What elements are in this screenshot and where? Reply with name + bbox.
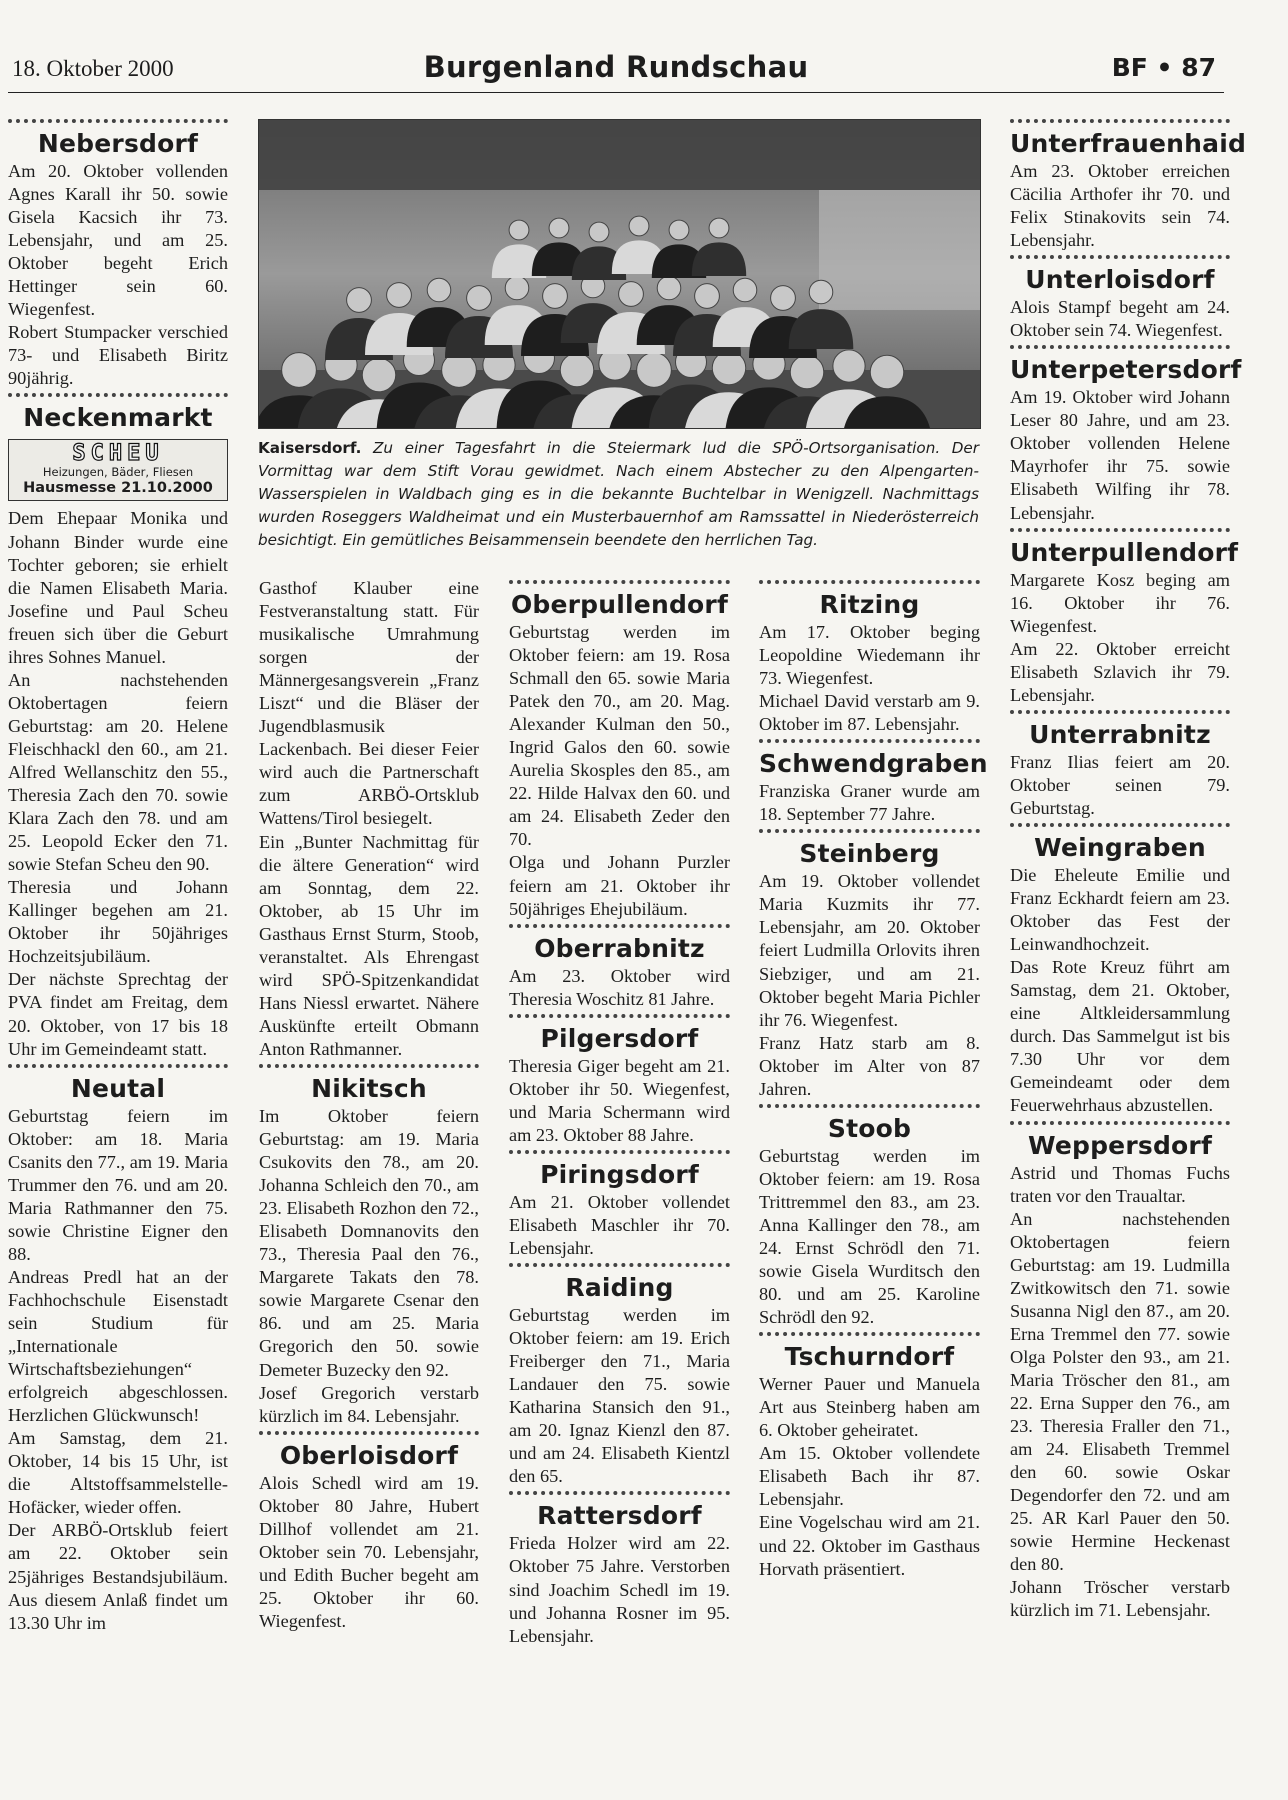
paragraph: Am 17. Oktober beging Leopoldine Wiedemann ihr 73. Wiegenfest.	[759, 622, 980, 689]
section-unterloisdorf	[1010, 255, 1230, 342]
dotted-divider	[1010, 823, 1230, 827]
section-heading: Nebersdorf	[37, 129, 199, 158]
paragraph: Alois Schedl wird am 19. Oktober 80 Jahre, Hubert Dillhof vollendet am 21. Oktober sein 70. Lebensjahr, und Edith Bucher begeht am 25. Oktober ihr 60. Wiegenfest.	[259, 1472, 479, 1631]
paragraph: Frieda Holzer wird am 22. Oktober 75 Jahre. Verstorben sind Joachim Schedl im 19. und Johanna Rosner im 95. Lebensjahr.	[509, 1533, 730, 1646]
person-head	[809, 280, 833, 304]
person-head	[467, 286, 492, 311]
section-heading: Steinberg	[799, 839, 940, 869]
section-nebersdorf	[8, 119, 228, 390]
section-heading: Ritzing	[819, 590, 920, 619]
section-heading: Raiding	[565, 1273, 674, 1303]
paragraph: Geburtstag werden im Oktober feiern: am 19. Rosa Trittremmel den 83., am 23. Anna Kallinger den 78., am 24. Ernst Schrödl den 71. sowie Gisela Wurditsch den 80. und am 25. Karoline Schrödl den 92.	[759, 1145, 980, 1328]
dotted-divider	[1010, 345, 1230, 349]
group-photo	[258, 119, 981, 429]
dotted-divider	[759, 580, 980, 584]
group-photo-image	[259, 120, 980, 428]
person-head	[833, 350, 865, 382]
paragraph: Am 19. Oktober vollendet Maria Kuzmits ihr 77. Lebensjahr, am 20. Oktober feiert Ludmilla Orlovits ihren Siebziger, und am 21. Oktober begeht Maria Pichler ihr 76. Wiegenfest.	[759, 871, 980, 1030]
paragraph: Johann Tröscher verstarb kürzlich im 71. Lebensjahr.	[1010, 1577, 1230, 1621]
masthead	[8, 44, 1224, 93]
paragraph: Am 21. Oktober vollendet Elisabeth Maschler ihr 70. Lebensjahr.	[509, 1191, 730, 1258]
section-heading: Schwendgraben	[759, 749, 988, 779]
paragraph: Franz Hatz starb am 8. Oktober im Alter von 87 Jahren.	[759, 1032, 980, 1099]
paragraph: Am 15. Oktober vollendete Elisabeth Bach ihr 87. Lebensjahr.	[759, 1443, 980, 1510]
section-oberrabnitz	[509, 924, 730, 1011]
paragraph: Andreas Predl hat an der Fachhochschule Eisenstadt sein Studium für „Internationale Wirtschaftsbeziehungen“ erfolgreich abgeschlossen. Herzlichen Glückwunsch!	[8, 1266, 228, 1426]
paragraph: Robert Stumpacker verschied 73- und Elisabeth Biritz 90jährig.	[8, 322, 228, 389]
paragraph: Am 22. Oktober erreicht Elisabeth Szlavich ihr 79. Lebensjahr.	[1010, 638, 1230, 705]
paragraph: Die Eheleute Emilie und Franz Eckhardt feiern am 23. Oktober das Fest der Leinwandhochzeit.	[1010, 864, 1230, 955]
paragraph: Josef Gregorich verstarb kürzlich im 84. Lebensjahr.	[259, 1382, 479, 1426]
dotted-divider	[509, 924, 730, 928]
person-head	[347, 288, 372, 313]
section-pilgersdorf	[509, 1014, 730, 1147]
person-head	[712, 351, 745, 384]
section-tschurndorf	[759, 1332, 980, 1580]
paragraph: Am Samstag, dem 21. Oktober, 14 bis 15 Uhr, ist die Altstoffsammelstelle-Hofäcker, wieder offen.	[8, 1428, 228, 1518]
section-heading: Weppersdorf	[1027, 1130, 1213, 1160]
ad-subline: Heizungen, Bäder, Fliesen	[42, 465, 194, 480]
person-head	[387, 283, 412, 308]
section-heading: Oberrabnitz	[534, 933, 705, 963]
paragraph: Theresia Giger begeht am 21. Oktober ihr 50. Wiegenfest, und Maria Schermann wird am 23. Oktober 88 Jahre.	[509, 1055, 730, 1145]
dotted-divider	[759, 1332, 980, 1336]
person-head	[560, 353, 593, 386]
dotted-divider	[259, 1431, 479, 1435]
paragraph: Ein „Bunter Nachmittag für die ältere Generation“ wird am Sonntag, dem 22. Oktober, ab 15 Uhr im Gasthaus Ernst Sturm, Stoob, veranstaltet. Als Ehrengast wird SPÖ-Spitzenkandidat Hans Niessl erwartet. Nähere Auskünfte erteilt Obmann Anton Rathmanner.	[259, 831, 479, 1059]
section-heading: Unterfrauenhaid	[1010, 129, 1247, 158]
paragraph: Gasthof Klauber eine Festveranstaltung statt. Für musikalische Umrahmung sorgen der Männergesangsverein „Franz Liszt“ und die Bläser der Jugendblasmusik Lackenbach. Bei dieser Feier wird auch die Partnerschaft zum ARBÖ-Ortsklub Wattens/Tirol besiegelt.	[259, 578, 479, 829]
section-heading: Unterrabnitz	[1029, 719, 1211, 749]
person-head	[709, 218, 729, 238]
paragraph: Werner Pauer und Manuela Art aus Steinberg haben am 6. Oktober geheiratet.	[759, 1374, 980, 1441]
paragraph: Der ARBÖ-Ortsklub feiert am 22. Oktober sein 25jähriges Bestandsjubiläum. Aus diesem Anlaß findet um 13.30 Uhr im	[8, 1520, 228, 1633]
section-rattersdorf	[509, 1491, 730, 1647]
column-4	[759, 577, 988, 1581]
paragraph: An nachstehenden Oktobertagen feiern Geburtstag: am 19. Ludmilla Zwitkowitsch den 71. sowie Susanna Nigl den 87., am 20. Erna Tremmel den 77. sowie Olga Polster den 93., am 21. Maria Tröscher den 81., am 22. Erna Supper den 76., am 23. Theresia Fraller den 71., am 24. Elisabeth Tremmel den 60. sowie Oskar Degendorfer den 72. und am 25. AR Karl Pauer den 50. sowie Hermine Heckenast den 80.	[1010, 1208, 1230, 1575]
paragraph: Dem Ehepaar Monika und Johann Binder wurde eine Tochter geboren; sie erhielt die Namen Elisabeth Maria. Josefine und Paul Scheu freuen sich über die Geburt ihres Sohnes Manuel.	[8, 508, 228, 667]
paragraph: Franziska Graner wurde am 18. September 77 Jahre.	[759, 781, 980, 825]
section-heading: Tschurndorf	[784, 1342, 955, 1372]
person-head	[771, 286, 796, 311]
section-ritzing	[759, 580, 980, 736]
person-head	[657, 276, 681, 300]
person-head	[543, 284, 568, 309]
person-head	[549, 218, 569, 238]
paragraph: Franz Ilias feiert am 20. Oktober seinen 79. Geburtstag.	[1010, 751, 1230, 818]
person-head	[790, 355, 823, 388]
paragraph: Geburtstag feiern im Oktober: am 18. Maria Csanits den 77., am 19. Maria Trummer den 76. und am 20. Maria Rathmanner den 75. sowie Christine Eigner den 88.	[8, 1105, 228, 1264]
section-weppersdorf	[1010, 1121, 1230, 1623]
section-neckenmarkt	[8, 393, 228, 1060]
advertisement-scheu	[8, 439, 228, 501]
person-head	[870, 355, 903, 388]
section-unterfrauenhaid	[1010, 119, 1247, 252]
dotted-divider	[8, 119, 228, 123]
paragraph: Am 23. Oktober erreichen Cäcilia Arthofer ihr 70. und Felix Stinakovits sein 74. Lebensjahr.	[1010, 161, 1230, 251]
paragraph: Alois Stampf begeht am 24. Oktober sein 74. Wiegenfest.	[1010, 297, 1230, 341]
person-head	[669, 220, 689, 240]
newspaper-title: Burgenland Rundschau	[423, 50, 809, 84]
section-heading: Stoob	[827, 1113, 912, 1143]
photo-caption	[258, 437, 979, 552]
person-head	[282, 353, 317, 388]
section-heading: Weingraben	[1034, 832, 1206, 862]
column-2	[259, 577, 479, 1633]
dotted-divider	[1010, 255, 1230, 259]
dotted-divider	[759, 829, 980, 833]
person-head	[637, 353, 672, 388]
section-heading: Pilgersdorf	[540, 1023, 699, 1053]
person-head	[505, 276, 529, 300]
section-raiding	[509, 1263, 730, 1488]
paragraph: Geburtstag werden im Oktober feiern: am 19. Erich Freiberger den 71., Maria Landauer den 75. sowie Katharina Stansich den 91., am 20. Ignaz Kienzl den 87. und am 24. Elisabeth Kientzl den 65.	[509, 1305, 730, 1487]
section-continued	[259, 577, 479, 1061]
dotted-divider	[1010, 1121, 1230, 1125]
person-head	[733, 278, 757, 302]
dotted-divider	[8, 1064, 228, 1068]
section-weingraben	[1010, 823, 1230, 1118]
paragraph: Der nächste Sprechtag der PVA findet am Freitag, dem 20. Oktober, von 17 bis 18 Uhr im Gemeindeamt statt.	[8, 969, 228, 1059]
person-head	[695, 284, 720, 309]
page-number: BF • 87	[1111, 53, 1216, 82]
dotted-divider	[509, 1014, 730, 1018]
section-unterpullendorf	[1010, 528, 1239, 707]
dotted-divider	[1010, 119, 1230, 123]
section-heading: Unterloisdorf	[1025, 265, 1215, 295]
person-head	[619, 282, 644, 307]
caption-place: Kaisersdorf.	[258, 439, 362, 457]
paragraph: Eine Vogelschau wird am 21. und 22. Oktober im Gasthaus Horvath präsentiert.	[759, 1512, 980, 1579]
column-1	[8, 116, 228, 1635]
paragraph: Geburtstag werden im Oktober feiern: am 19. Rosa Schmall den 65. sowie Maria Patek den 70., am 20. Mag. Alexander Kulman den 50., Ingrid Galos den 60. sowie Aurelia Skosples den 85., am 22. Hilde Halvax den 60. und am 24. Elisabeth Zeder den 70.	[509, 622, 730, 850]
ad-logo: SCHEU	[72, 441, 164, 467]
dotted-divider	[509, 1491, 730, 1495]
section-heading: Oberloisdorf	[279, 1440, 459, 1470]
paragraph: Margarete Kosz beging am 16. Oktober ihr 76. Wiegenfest.	[1010, 569, 1230, 636]
person-head	[427, 278, 451, 302]
section-steinberg	[759, 829, 980, 1100]
dotted-divider	[759, 739, 980, 743]
section-heading: Unterpullendorf	[1010, 537, 1239, 567]
section-heading: Nikitsch	[311, 1073, 427, 1103]
ad-event: Hausmesse 21.10.2000	[23, 480, 213, 497]
paragraph: Das Rote Kreuz führt am Samstag, dem 21. Oktober, eine Altkleidersammlung durch. Das Sammelgut ist bis 7.30 Uhr vor dem Gemeindeamt oder dem Feuerwehrhaus abzustellen.	[1010, 957, 1230, 1116]
section-unterrabnitz	[1010, 710, 1230, 820]
paragraph: Am 19. Oktober wird Johann Leser 80 Jahre, und am 23. Oktober vollenden Helene Mayrhofer ihr 75. sowie Elisabeth Wilfing ihr 78. Lebensjahr.	[1010, 387, 1230, 523]
section-heading: Neckenmarkt	[23, 403, 213, 433]
section-neutal	[8, 1064, 228, 1635]
issue-date: 18. Oktober 2000	[12, 56, 174, 81]
dotted-divider	[509, 1263, 730, 1267]
person-head	[589, 222, 609, 242]
dotted-divider	[1010, 528, 1230, 532]
dotted-divider	[1010, 710, 1230, 714]
person-head	[509, 220, 529, 240]
paragraph: Am 23. Oktober wird Theresia Woschitz 81 Jahre.	[509, 965, 730, 1009]
dotted-divider	[759, 1104, 980, 1108]
person-head	[362, 358, 395, 391]
paragraph: Im Oktober feiern Geburtstag: am 19. Maria Csukovits den 78., am 20. Johanna Schleich den 70., am 23. Elisabeth Rozhon den 72., Elisabeth Domnanovits den 73., Theresia Paal den 76., Margarete Takats den 78. sowie Margarete Csenar den 86. und am 25. Maria Gregorich den 50. sowie Demeter Buzecky den 92.	[259, 1105, 479, 1380]
section-unterpetersdorf	[1010, 345, 1242, 524]
paragraph: Theresia und Johann Kallinger begehen am 21. Oktober ihr 50jähriges Hochzeitsjubiläum.	[8, 877, 228, 967]
section-stoob	[759, 1104, 980, 1329]
section-schwendgraben	[759, 739, 988, 826]
dotted-divider	[509, 1150, 730, 1154]
paragraph: Michael David verstarb am 9. Oktober im 87. Lebensjahr.	[759, 691, 980, 735]
person-head	[629, 216, 649, 236]
section-heading: Neutal	[70, 1073, 166, 1103]
section-nikitsch	[259, 1064, 479, 1428]
section-heading: Rattersdorf	[537, 1501, 702, 1531]
column-5	[1010, 116, 1247, 1622]
paragraph: An nachstehenden Oktobertagen feiern Geburtstag: am 20. Helene Fleischhackl den 60., am 21. Alfred Wellanschitz den 55., Theresia Zach den 70. sowie Klara Zach den 78. und am 25. Leopold Ecker den 71. sowie Stefan Scheu den 90.	[8, 669, 228, 875]
section-heading: Piringsdorf	[540, 1159, 699, 1189]
paragraph: Olga und Johann Purzler feiern am 21. Oktober ihr 50jähriges Ehejubiläum.	[509, 852, 730, 919]
dotted-divider	[259, 1064, 479, 1068]
dotted-divider	[509, 580, 730, 584]
paragraph: Astrid und Thomas Fuchs traten vor den Traualtar.	[1010, 1162, 1230, 1206]
section-heading: Oberpullendorf	[510, 590, 729, 619]
dotted-divider	[8, 393, 228, 397]
column-3	[509, 577, 730, 1648]
section-piringsdorf	[509, 1150, 730, 1260]
caption-text: Zu einer Tagesfahrt in die Steiermark lud die SPÖ-Ortsorganisation. Der Vormittag war dem Stift Vorau gewidmet. Nach einem Abstecher zu den Alpengarten-Wasserspielen in Waldbach ging es in die bekannte Buchtelbar in Wenigzell. Nachmittags wurden Roseggers Waldheimat und ein Musterbauernhof am Ramssattel in Niederösterreich besichtigt. Ein gemütliches Beisammensein beendete den herrlichen Tag.	[258, 439, 980, 549]
section-oberpullendorf	[509, 580, 730, 921]
section-heading: Unterpetersdorf	[1010, 355, 1242, 385]
section-oberloisdorf	[259, 1431, 479, 1633]
paragraph: Am 20. Oktober vollenden Agnes Karall ihr 50. sowie Gisela Kacsich ihr 73. Lebensjahr, und am 25. Oktober begeht Erich Hettinger sein 60. Wiegenfest.	[8, 161, 228, 320]
